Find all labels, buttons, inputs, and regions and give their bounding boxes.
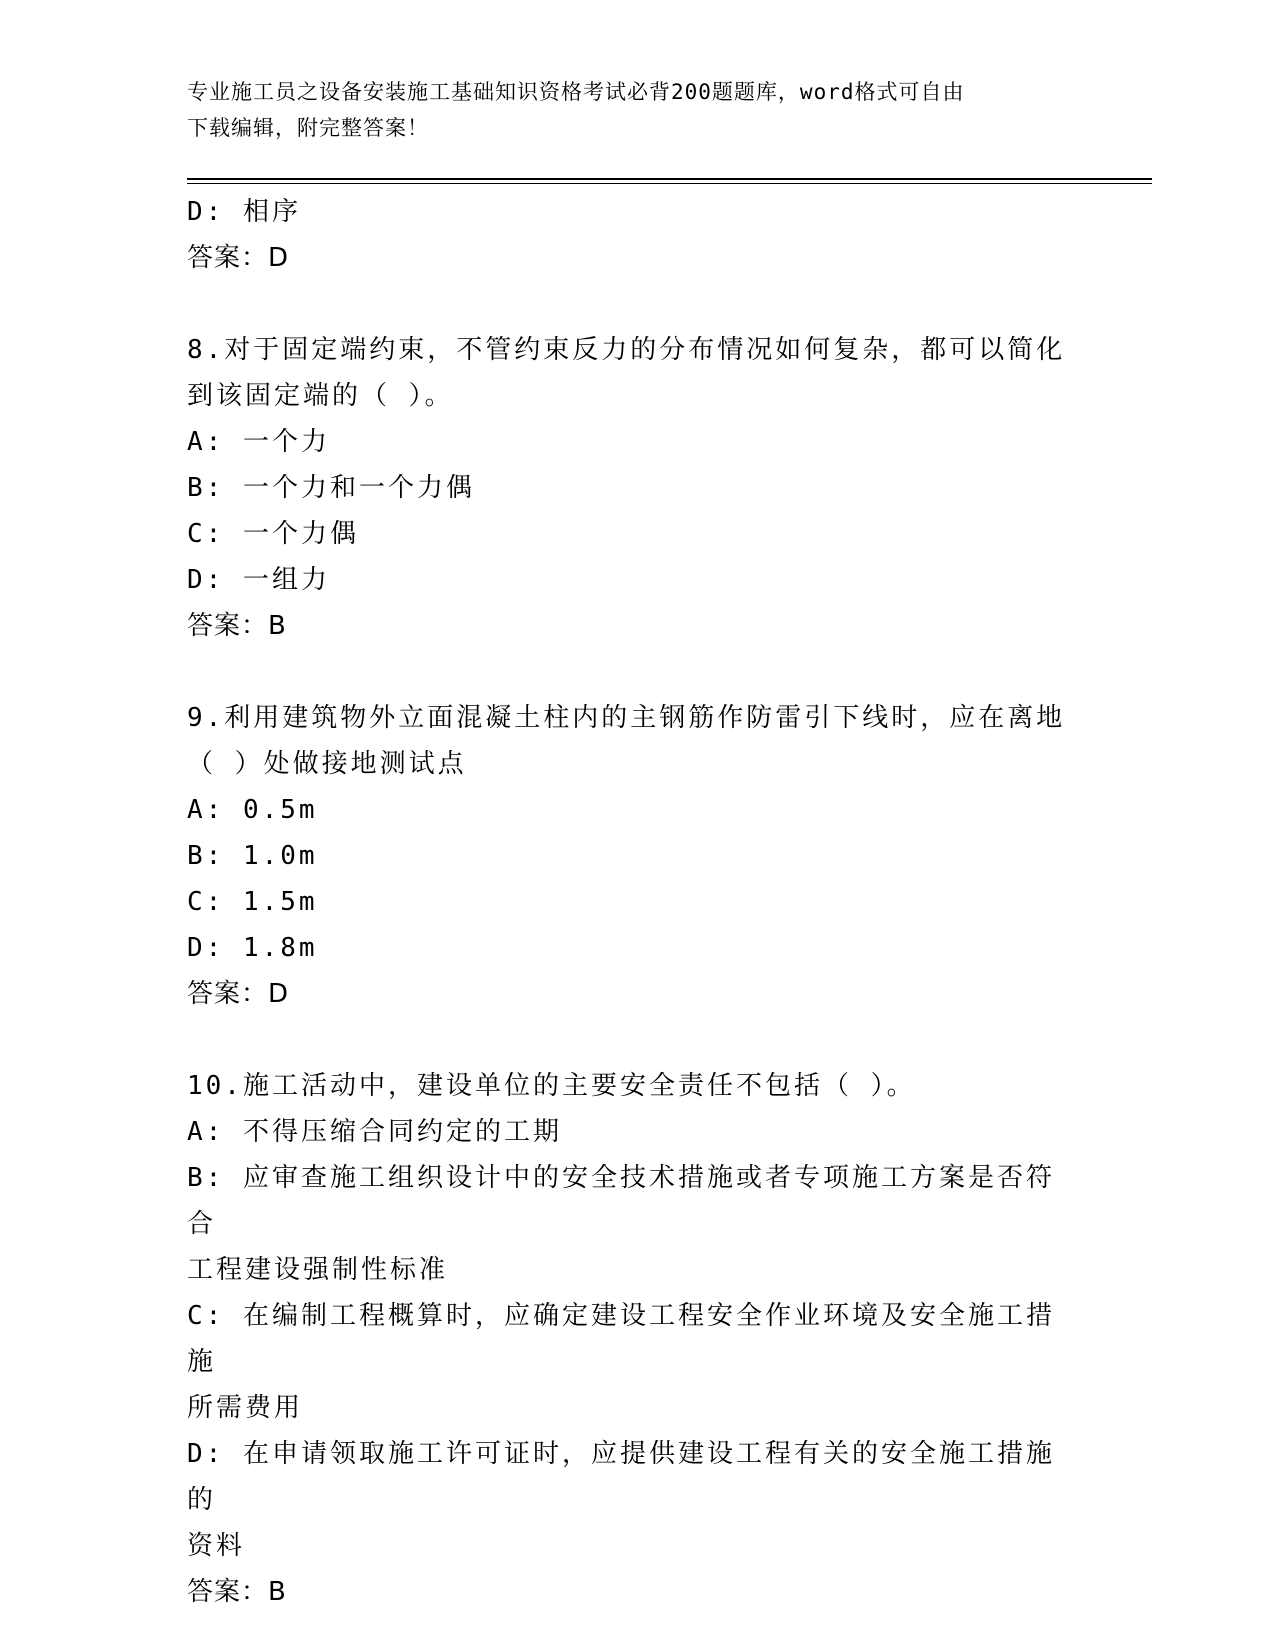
question-8 <box>187 327 1067 649</box>
question-stem: 10.施工活动中，建设单位的主要安全责任不包括（ ）。 <box>187 1071 916 1101</box>
option-d-continued: 资料 <box>187 1531 246 1561</box>
option-a: A: 0.5m <box>187 795 318 825</box>
option-b: B: 一个力和一个力偶 <box>187 473 475 503</box>
option-b: B: 1.0m <box>187 841 318 871</box>
spacer <box>187 649 1067 695</box>
question-stem: 9.利用建筑物外立面混凝土柱内的主钢筋作防雷引下线时，应在离地 <box>187 703 1066 733</box>
question-9 <box>187 695 1067 1017</box>
answer-line: 答案：D <box>187 979 290 1009</box>
question-10 <box>187 1063 1067 1615</box>
spacer <box>187 1017 1067 1063</box>
document-body <box>187 189 1067 1615</box>
option-a: A: 一个力 <box>187 427 330 457</box>
spacer <box>187 281 1067 327</box>
header-line-2: 下载编辑，附完整答案！ <box>187 116 429 140</box>
option-c: C: 1.5m <box>187 887 318 917</box>
question-stem-continued: 到该固定端的（ ）。 <box>187 381 454 411</box>
answer-line: 答案：B <box>187 1577 287 1607</box>
answer-line: 答案：B <box>187 611 287 641</box>
option-d: D: 在申请领取施工许可证时，应提供建设工程有关的安全施工措施的 <box>187 1439 1055 1515</box>
option-c-continued: 所需费用 <box>187 1393 304 1423</box>
question-stem-continued: （ ）处做接地测试点 <box>187 749 467 779</box>
header-divider-thick <box>187 178 1152 180</box>
question-stem: 8.对于固定端约束，不管约束反力的分布情况如何复杂，都可以简化 <box>187 335 1066 365</box>
option-b: B: 应审查施工组织设计中的安全技术措施或者专项施工方案是否符合 <box>187 1163 1055 1239</box>
answer-line: 答案：D <box>187 243 290 273</box>
header-divider-thin <box>187 183 1152 184</box>
option-a: A: 不得压缩合同约定的工期 <box>187 1117 562 1147</box>
option-c: C: 一个力偶 <box>187 519 359 549</box>
option-b-continued: 工程建设强制性标准 <box>187 1255 449 1285</box>
option-d: D: 1.8m <box>187 933 318 963</box>
option-d: D: 相序 <box>187 197 301 227</box>
option-c: C: 在编制工程概算时，应确定建设工程安全作业环境及安全施工措施 <box>187 1301 1055 1377</box>
document-header <box>187 74 1087 146</box>
header-line-1: 专业施工员之设备安装施工基础知识资格考试必背200题题库，word格式可自由 <box>187 80 965 104</box>
previous-question-tail <box>187 189 1067 281</box>
option-d: D: 一组力 <box>187 565 330 595</box>
